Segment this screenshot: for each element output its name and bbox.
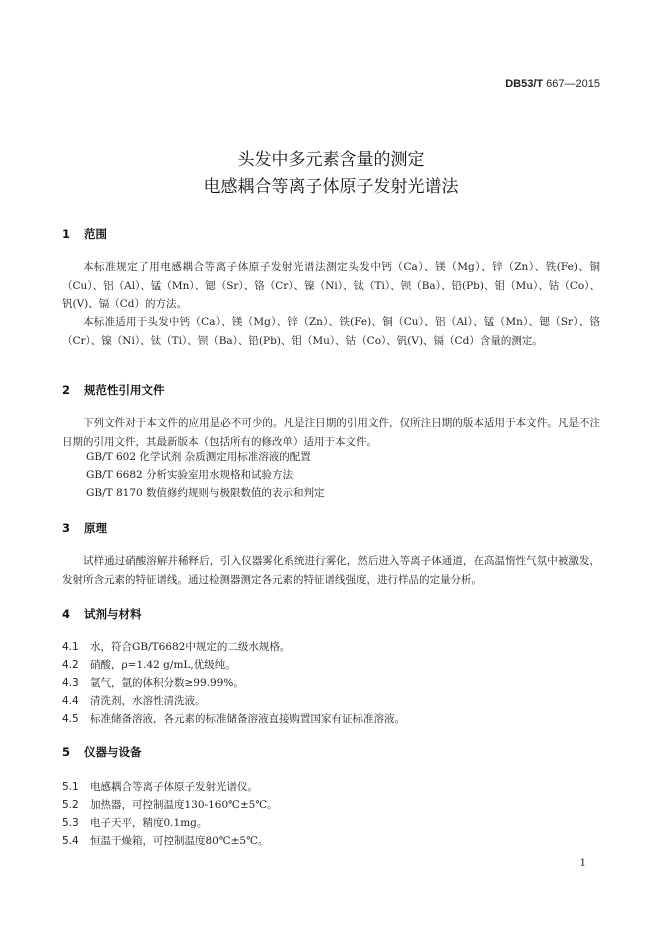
item-text: 水，符合GB/T6682中规定的二级水规格。 bbox=[90, 641, 291, 653]
section-title: 试剂与材料 bbox=[84, 607, 142, 621]
section-title: 范围 bbox=[84, 227, 108, 241]
reference-item: GB/T 602 化学试剂 杂质测定用标准溶液的配置 bbox=[86, 451, 311, 463]
section-heading-apparatus bbox=[62, 744, 142, 760]
item-number: 4.5 bbox=[62, 713, 79, 725]
section-number: 3 bbox=[62, 521, 71, 535]
apparatus-item bbox=[62, 814, 207, 832]
standard-prefix: DB53/T bbox=[505, 78, 544, 90]
reference-item: GB/T 8170 数值修约规则与极限数值的表示和判定 bbox=[86, 487, 325, 499]
section-heading-principle bbox=[62, 520, 107, 536]
apparatus-item bbox=[62, 796, 278, 814]
item-number: 5.4 bbox=[62, 835, 79, 847]
item-text: 氩气，氩的体积分数≥99.99%。 bbox=[90, 677, 244, 689]
item-number: 4.2 bbox=[62, 659, 79, 671]
reagent-item bbox=[62, 638, 290, 656]
item-text: 加热器，可控制温度130-160℃±5℃。 bbox=[90, 799, 278, 811]
references-intro: 下列文件对于本文件的应用是必不可少的。凡是注日期的引用文件，仅所注日期的版本适用于本文件。凡是不注日期的引用文件，其最新版本（包括所有的修改单）适用于本文件。 bbox=[62, 417, 600, 448]
reagent-item bbox=[62, 656, 236, 674]
item-number: 5.1 bbox=[62, 781, 79, 793]
item-text: 硝酸，ρ=1.42 g/mL,优级纯。 bbox=[90, 659, 236, 671]
standard-code bbox=[505, 78, 600, 90]
reagent-item bbox=[62, 674, 244, 692]
item-number: 5.3 bbox=[62, 817, 79, 829]
section-heading-reagents bbox=[62, 606, 142, 622]
document-subtitle: 电感耦合等离子体原子发射光谱法 bbox=[203, 177, 459, 197]
item-number: 5.2 bbox=[62, 799, 79, 811]
section-number: 2 bbox=[62, 383, 71, 397]
reagent-item bbox=[62, 692, 206, 710]
item-text: 电子天平，精度0.1mg。 bbox=[90, 817, 208, 829]
section-heading-scope bbox=[62, 226, 107, 242]
apparatus-item bbox=[62, 778, 258, 796]
section-heading-normative-references bbox=[62, 382, 165, 398]
item-text: 标准储备溶液，各元素的标准储备溶液直接购置国家有证标准溶液。 bbox=[90, 713, 405, 725]
document-title: 头发中多元素含量的测定 bbox=[237, 150, 425, 170]
item-text: 恒温干燥箱，可控制温度80℃±5℃。 bbox=[90, 835, 269, 847]
page-number: 1 bbox=[579, 858, 586, 869]
reagent-item bbox=[62, 710, 405, 728]
item-text: 清洗剂，水溶性清洗液。 bbox=[90, 695, 206, 707]
section-number: 5 bbox=[62, 745, 71, 759]
reference-item: GB/T 6682 分析实验室用水规格和试验方法 bbox=[86, 469, 294, 481]
apparatus-item bbox=[62, 832, 268, 850]
section-title: 仪器与设备 bbox=[84, 745, 142, 759]
scope-paragraph: 本标准适用于头发中钙（Ca）、镁（Mg）、锌（Zn）、铁(Fe)、铜（Cu）、铝（Al）、锰（Mn）、锶（Sr）、铬（Cr）、镍（Ni）、钛（Ti）、钡（Ba）、铅(Pb)、钼（Mu）、钴（Co）、钒(V)、镉（Cd）含量的测定。 bbox=[62, 316, 600, 347]
scope-paragraph: 本标准规定了用电感耦合等离子体原子发射光谱法测定头发中钙（Ca）、镁（Mg）、锌（Zn）、铁(Fe)、铜（Cu）、铝（Al）、锰（Mn）、锶（Sr）、铬（Cr）、镍（Ni）、钛（Ti）、钡（Ba）、铅(Pb)、钼（Mu）、钴（Co）、钒(V)、镉（Cd）的方法。 bbox=[62, 261, 600, 310]
section-title: 原理 bbox=[84, 521, 108, 535]
item-number: 4.4 bbox=[62, 695, 79, 707]
principle-paragraph: 试样通过硝酸溶解并稀释后，引入仪器雾化系统进行雾化，然后进入等离子体通道，在高温惰性气氛中被激发，发射所含元素的特征谱线。通过检测器测定各元素的特征谱线强度，进行样品的定量分析。 bbox=[62, 555, 600, 586]
standard-number: 667—2015 bbox=[546, 78, 600, 90]
item-number: 4.3 bbox=[62, 677, 79, 689]
item-text: 电感耦合等离子体原子发射光谱仪。 bbox=[90, 781, 258, 793]
section-number: 1 bbox=[62, 227, 71, 241]
item-number: 4.1 bbox=[62, 641, 79, 653]
section-title: 规范性引用文件 bbox=[84, 383, 165, 397]
section-number: 4 bbox=[62, 607, 71, 621]
